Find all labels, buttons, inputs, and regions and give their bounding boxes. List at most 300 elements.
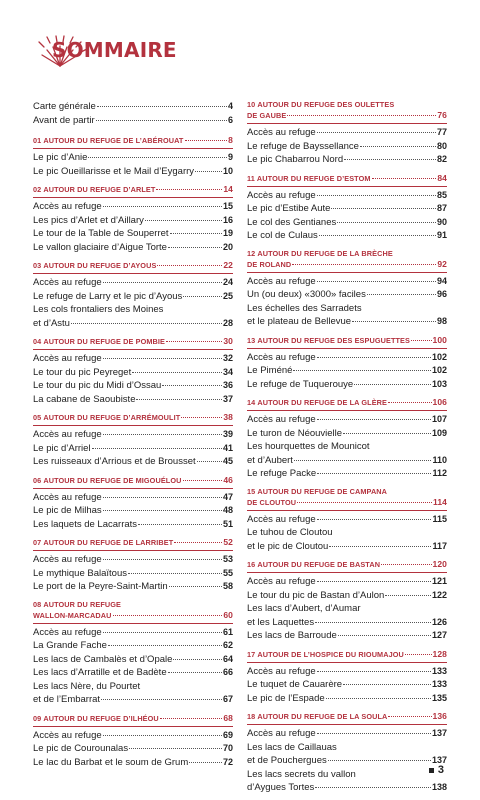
dot-leader [103,282,222,283]
entry-label-continued: et le pic de Cloutou [247,540,329,552]
toc-entry[interactable] [247,589,447,603]
section-heading-line [247,497,447,508]
toc-entry[interactable] [247,364,447,378]
toc-entry[interactable] [247,768,447,795]
section-number: 10 [247,100,256,109]
section-heading[interactable] [247,100,447,124]
section-heading-line [247,259,447,270]
dot-leader [315,622,431,623]
entry-label: Carte générale [33,101,96,112]
toc-entry[interactable] [33,214,233,228]
dot-leader [344,159,436,160]
toc-section [247,711,447,795]
toc-entry[interactable] [33,200,233,214]
dot-leader [136,399,222,400]
dot-leader [338,635,431,636]
section-page: 8 [228,135,233,145]
page-number-value: 3 [437,764,444,776]
section-heading[interactable] [247,249,447,273]
entry-label: Le mythique Balaïtous [33,567,128,579]
entry-label: Accès au refuge [33,491,102,503]
entry-label: Le port de la Peyre-Saint-Martin [33,581,168,592]
entry-label-continued: et de Pouchergues [247,755,327,766]
section-title: AUTOUR DU REFUGE DE LA SOULA [257,712,388,721]
entry-label: Accès au refuge [33,277,102,288]
toc-entry[interactable] [33,366,233,380]
entry-label: Le tuhou de Cloutou [247,527,333,538]
dot-leader [181,417,222,418]
toc-section [33,713,233,770]
entry-page: 135 [431,692,447,703]
section-heading[interactable] [247,335,447,349]
entry-page: 15 [222,201,233,211]
toc-section [33,184,233,254]
toc-entry[interactable] [33,729,233,743]
toc-entry[interactable] [247,378,447,392]
toc-right-column [247,100,447,795]
entry-label: Accès au refuge [247,275,316,287]
section-page: 136 [432,711,447,721]
section-heading-line [247,100,447,110]
toc-section [247,487,447,554]
toc-entry[interactable] [247,126,447,140]
toc-entry[interactable] [33,227,233,241]
entry-label: Accès au refuge [247,513,316,525]
dot-leader [411,340,432,341]
section-number: 04 [33,337,42,346]
section-title: AUTOUR DU REFUGE DE LA GLÈRE [257,398,388,407]
toc-entry[interactable] [247,189,447,203]
toc-entry[interactable] [33,379,233,393]
dot-leader [169,586,222,587]
section-title: AUTOUR DU REFUGE DE L’ABÉROUAT [43,136,184,145]
toc-section [33,412,233,469]
entry-page: 41 [222,442,233,453]
section-heading-line [33,600,233,610]
dot-leader [162,385,222,386]
dot-leader [352,321,436,322]
entry-page: 66 [222,667,233,677]
section-number: 16 [247,560,256,569]
toc-section [247,249,447,329]
section-title-continued: DE CLOUTOU [247,497,297,507]
toc-entry[interactable] [247,629,447,643]
entry-label: Le col de Culaus [247,230,318,241]
entry-page: 107 [431,414,447,424]
entry-page: 39 [222,429,233,439]
section-title-continued: WALLON-MARCADAU [33,610,112,620]
toc-section [247,100,447,167]
toc-entry[interactable] [247,140,447,154]
toc-entry[interactable] [247,727,447,741]
entry-label: Les lacs de Caillauas [247,741,337,753]
toc-entry[interactable] [33,653,233,667]
dot-leader [168,247,222,248]
entry-label: Le tour du pic de Bastan d’Aulon [247,589,385,601]
entry-page: 20 [222,241,233,252]
toc-entry[interactable] [33,666,233,680]
section-page: 128 [432,648,447,659]
dot-leader [337,222,436,223]
dot-leader [405,654,432,655]
toc-entry[interactable] [247,678,447,692]
entry-page: 127 [431,630,447,640]
entry-line [247,781,447,795]
entry-page: 19 [222,228,233,238]
section-heading[interactable] [33,135,233,149]
dot-leader [103,735,222,736]
entry-label: Le tuquet de Cauarère [247,679,343,690]
entry-label: Accès au refuge [247,728,316,739]
entry-page: 25 [222,290,233,301]
section-heading[interactable] [33,713,233,727]
dot-leader [294,460,432,461]
entry-label: Le col des Gentianes [247,216,337,228]
toc-entry[interactable] [33,276,233,290]
dot-leader [103,358,222,359]
dot-leader [185,140,228,141]
section-heading[interactable] [33,336,233,350]
toc-entry[interactable] [33,756,233,770]
toc-entry[interactable] [33,680,233,707]
dot-leader [381,564,431,565]
entry-label: Le tour du pic du Midi d’Ossau [33,380,162,391]
section-title: AUTOUR DU REFUGE DE BASTAN [257,560,381,569]
section-heading[interactable] [33,475,233,489]
section-page: 68 [223,712,233,723]
dot-leader [317,281,436,282]
toc-entry[interactable] [33,114,233,128]
section-heading[interactable] [247,487,447,511]
toc-entry[interactable] [247,275,447,289]
entry-label: Accès au refuge [33,429,102,440]
toc-section [33,475,233,532]
section-heading-line [247,249,447,259]
entry-label: Les lacs de Cambalès et d’Opale [33,653,173,665]
entry-page: 62 [222,640,233,650]
entry-label: Les lacs d’Arratille et de Badète [33,667,167,678]
section-number: 11 [247,173,255,183]
toc-entry[interactable] [247,427,447,441]
toc-entry[interactable] [247,602,447,629]
toc-entry[interactable] [33,442,233,456]
toc-entry[interactable] [33,580,233,594]
entry-line [247,540,447,554]
entry-page: 80 [436,140,447,151]
section-page: 92 [437,258,447,269]
entry-label: Le pic d’Estibe Aute [247,203,331,214]
section-heading[interactable] [33,184,233,198]
dot-leader [331,208,436,209]
section-heading[interactable] [247,711,447,725]
section-heading[interactable] [247,649,447,663]
section-title: AUTOUR DU REFUGE D’ARLET [43,185,156,194]
entry-label: Le pic d’Arriel [33,442,91,454]
toc-entry[interactable] [33,290,233,304]
toc-entry[interactable] [247,467,447,481]
toc-entry[interactable] [247,575,447,589]
entry-label: Les lacs d’Aubert, d’Aumar [247,603,361,614]
toc-entry[interactable] [33,518,233,532]
entry-label-continued: et d’Astu [33,317,70,329]
dot-leader [166,341,222,342]
section-heading[interactable] [247,559,447,573]
entry-page: 6 [227,114,233,125]
section-page: 60 [223,609,233,620]
entry-page: 103 [431,378,447,389]
entry-page: 69 [222,729,233,740]
toc-entry[interactable] [33,428,233,442]
section-title-continued: DE GAUBE [247,111,287,120]
dot-leader [156,189,222,190]
entry-label: Accès au refuge [247,414,316,425]
square-bullet-icon [429,768,434,773]
dot-leader [92,448,222,449]
section-heading[interactable] [247,173,447,187]
section-heading[interactable] [33,537,233,551]
entry-label: Un (ou deux) «3000» faciles [247,289,366,300]
toc-entry[interactable] [33,100,233,114]
dot-leader [388,402,431,403]
entry-label-continued: et d’Aubert [247,454,293,466]
toc-entry[interactable] [247,302,447,329]
toc-entry[interactable] [33,151,233,165]
entry-page: 102 [431,365,447,375]
dot-leader [189,762,222,763]
section-page: 22 [223,260,233,270]
toc-entry[interactable] [33,504,233,518]
entry-label: Accès au refuge [33,353,102,364]
dot-leader [360,146,436,147]
toc-section [247,649,447,706]
section-title: AUTOUR DU REFUGE D’ILHÉOU [43,713,159,723]
entry-label: Les lacs de Barroude [247,630,337,641]
toc-entry[interactable] [33,241,233,255]
dot-leader [385,595,431,596]
dot-leader [157,265,222,266]
toc-entry[interactable] [247,741,447,768]
dot-leader [317,195,436,196]
section-page: 106 [432,397,447,407]
entry-label-continued: d’Aygues Tortes [247,782,315,793]
entry-page: 115 [432,513,447,524]
toc-entry[interactable] [247,526,447,553]
entry-label: Le Piméné [247,365,293,376]
right-sections [247,100,447,795]
toc-section [33,336,233,406]
entry-page: 37 [222,393,233,404]
entry-page: 28 [222,317,233,328]
entry-page: 102 [431,351,447,362]
toc-entry[interactable] [33,303,233,330]
entry-label: Le tour de la Table de Souperret [33,228,169,239]
section-number: 12 [247,248,256,258]
entry-page: 85 [436,189,447,200]
toc-entry[interactable] [33,352,233,366]
entry-label: Le pic Chabarrou Nord [247,154,344,165]
toc-entry[interactable] [247,229,447,243]
toc-entry[interactable] [247,692,447,706]
entry-page: 55 [222,567,233,578]
section-page: 38 [223,412,233,422]
dot-leader [317,357,431,358]
dot-leader [132,372,222,373]
entry-label: Accès au refuge [247,189,316,201]
dot-leader [173,659,222,660]
entry-page: 121 [431,576,447,586]
section-number: 06 [33,475,42,485]
toc-entry[interactable] [33,491,233,505]
toc-entry[interactable] [33,165,233,179]
dot-leader [287,115,436,116]
entry-page: 10 [222,165,233,176]
toc-entry[interactable] [247,288,447,302]
entry-line [247,754,447,768]
section-title: AUTOUR DU REFUGE DES OULETTES [257,100,395,109]
section-title: AUTOUR DU REFUGE DE MIGOUÉLOU [43,475,182,485]
entry-line [247,616,447,630]
entry-label: Le pic Oueillarisse et le Mail d’Eygarry [33,165,195,177]
entry-page: 82 [436,154,447,164]
section-title: AUTOUR DU REFUGE DE CAMPANA [257,486,388,496]
section-page: 46 [223,474,233,485]
dot-leader [138,524,222,525]
dot-leader [372,178,437,179]
dot-leader [103,632,222,633]
entry-page: 90 [436,216,447,227]
entry-page: 36 [222,380,233,390]
toc-entry[interactable] [33,639,233,653]
toc-section [33,537,233,594]
toc-section [247,559,447,643]
entry-page: 112 [432,468,447,478]
section-page: 100 [432,334,447,345]
entry-page: 87 [436,203,447,213]
toc-entry[interactable] [247,351,447,365]
entry-page: 48 [222,505,233,515]
toc-entry[interactable] [33,553,233,567]
dot-leader [328,760,431,761]
dot-leader [183,480,223,481]
section-page: 30 [223,336,233,346]
entry-page: 133 [431,665,447,676]
toc-entry[interactable] [247,202,447,216]
entry-page: 137 [431,728,447,738]
dot-leader [71,323,222,324]
dot-leader [97,106,227,107]
dot-leader [317,671,431,672]
section-heading[interactable] [33,260,233,274]
page-number [429,764,444,776]
dot-leader [297,502,432,503]
toc-entry[interactable] [33,393,233,407]
entry-label: Le vallon glaciaire d’Aigue Torte [33,241,167,253]
dot-leader [195,171,222,172]
entry-page: 64 [222,653,233,664]
entry-page: 94 [436,275,447,286]
dot-leader [317,473,431,474]
section-number: 01 [33,136,42,145]
toc-entry[interactable] [247,513,447,527]
entry-page: 32 [222,353,233,363]
dot-leader [103,434,222,435]
dot-leader [108,645,222,646]
entry-page: 126 [431,616,447,627]
section-heading-line [33,610,233,621]
section-title-continued: DE ROLAND [247,259,292,269]
toc-entry[interactable] [247,153,447,167]
toc-entry[interactable] [33,567,233,581]
dot-leader [388,716,431,717]
section-number: 14 [247,398,256,407]
dot-leader [197,461,222,462]
entry-label: Accès au refuge [247,576,316,587]
dot-leader [354,384,431,385]
dot-leader [160,718,223,719]
entry-label: Les laquets de Lacarrats [33,518,138,530]
entry-label: Le pic de Courounalas [33,743,129,754]
entry-page: 24 [222,277,233,287]
section-title: AUTOUR DU REFUGE DE LARRIBET [43,538,174,547]
section-title: AUTOUR DU REFUGE DE LA BRÈCHE [257,248,393,258]
section-heading[interactable] [33,412,233,426]
section-title: AUTOUR DU REFUGE DE POMBIE [43,337,165,346]
entry-label: Le pic d’Anie [33,152,88,163]
dot-leader [317,733,431,734]
entry-label: Les pics d’Arlet et d’Aillary [33,214,144,226]
entry-page: 34 [222,366,233,377]
toc-entry[interactable] [33,626,233,640]
entry-label: Le pic de l’Espade [247,692,325,704]
entry-page: 9 [227,152,233,162]
section-heading-line [247,110,447,121]
entry-page: 138 [431,782,447,792]
entry-label: Accès au refuge [33,201,102,212]
entry-page: 72 [222,756,233,767]
toc-section [247,335,447,392]
entry-page: 58 [222,581,233,591]
entry-label: Le refuge de Larry et le pic d’Ayous [33,290,183,302]
entry-label: Le turon de Néouvielle [247,427,343,439]
section-page: 76 [437,110,447,120]
entry-label: Les hourquettes de Mounicot [247,441,370,452]
toc-entry[interactable] [247,216,447,230]
page-title: SOMMAIRE [52,38,177,62]
toc-entry[interactable] [247,413,447,427]
toc-section [33,260,233,330]
toc-entry[interactable] [33,455,233,469]
dot-leader [317,132,436,133]
entry-page: 96 [436,289,447,299]
entry-label: Les lacs secrets du vallon [247,768,356,780]
entry-label: Le lac du Barbat et le soum de Grum [33,756,189,768]
entry-label: Avant de partir [33,114,95,126]
section-heading[interactable] [33,600,233,624]
entry-label: La cabane de Saoubiste [33,393,136,405]
entry-page: 51 [222,518,233,529]
toc-entry[interactable] [33,742,233,756]
section-page: 120 [432,559,447,569]
section-number: 15 [247,486,256,496]
entry-page: 61 [222,626,233,637]
dot-leader [343,684,431,685]
toc-entry[interactable] [247,440,447,467]
toc-entry[interactable] [247,665,447,679]
entry-label: Le refuge Packe [247,468,317,479]
section-heading[interactable] [247,397,447,411]
toc-left-column [33,100,233,769]
dot-leader [343,433,431,434]
